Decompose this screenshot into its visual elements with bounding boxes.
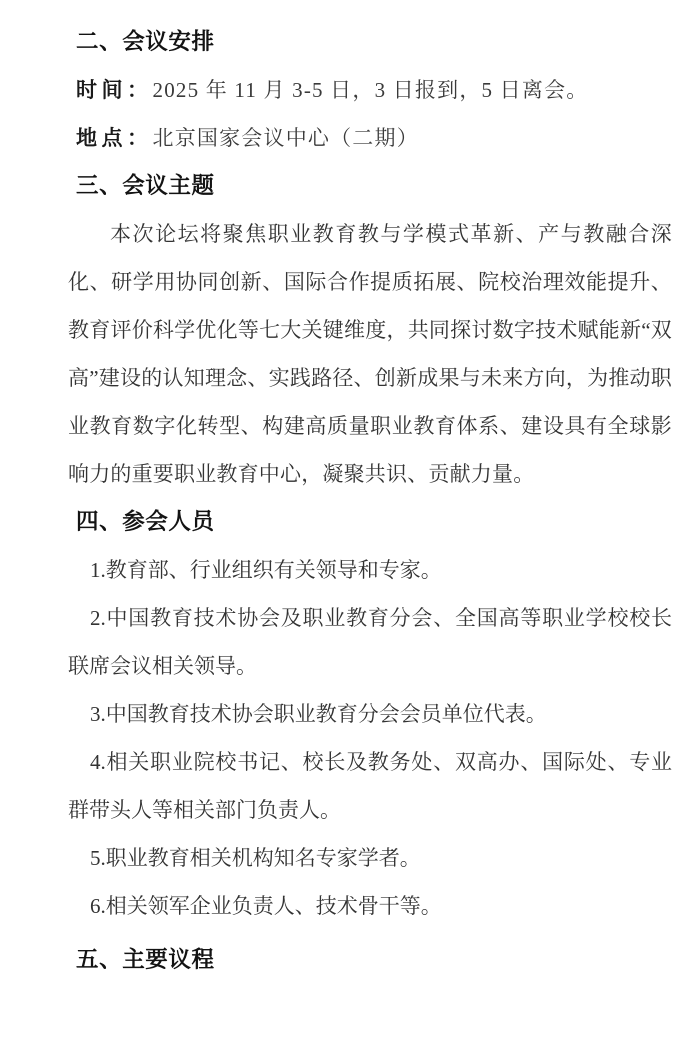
- meeting-time-value: 2025 年 11 月 3-5 日，3 日报到，5 日离会。: [152, 78, 589, 102]
- section-heading-meeting-arrangement: [68, 18, 672, 66]
- document-body: [68, 18, 672, 984]
- meeting-place-value: 北京国家会议中心（二期）: [152, 126, 419, 150]
- section-heading-text: 四、参会人员: [76, 509, 215, 534]
- meeting-time-label: 时间：: [76, 78, 153, 102]
- section-heading-text: 五、主要议程: [76, 947, 215, 972]
- meeting-theme-paragraph: 本次论坛将聚焦职业教育教与学模式革新、产与教融合深化、研学用协同创新、国际合作提质拓展、院校治理效能提升、教育评价科学优化等七大关键维度，共同探讨数字技术赋能新“双高”建设的认知理念、实践路径、创新成果与未来方向，为推动职业教育数字化转型、构建高质量职业教育体系、建设具有全球影响力的重要职业教育中心，凝聚共识、贡献力量。: [68, 222, 672, 486]
- section-heading-text: 二、会议安排: [76, 29, 215, 54]
- list-item: 6.相关领军企业负责人、技术骨干等。: [90, 894, 442, 918]
- list-item: 5.职业教育相关机构知名专家学者。: [90, 846, 421, 870]
- section-heading-participants: [68, 498, 672, 546]
- meeting-place-line: [68, 114, 672, 162]
- meeting-place-label: 地点：: [76, 126, 153, 150]
- list-item: 1.教育部、行业组织有关领导和专家。: [90, 558, 442, 582]
- section-heading-meeting-theme: [68, 162, 672, 210]
- section-heading-main-agenda: [68, 936, 672, 984]
- meeting-time-line: [68, 66, 672, 114]
- list-item: 2.中国教育技术协会及职业教育分会、全国高等职业学校校长联席会议相关领导。: [68, 606, 672, 678]
- list-item: 4.相关职业院校书记、校长及教务处、双高办、国际处、专业群带头人等相关部门负责人。: [68, 750, 672, 822]
- list-item: 3.中国教育技术协会职业教育分会会员单位代表。: [90, 702, 547, 726]
- section-heading-text: 三、会议主题: [76, 173, 215, 198]
